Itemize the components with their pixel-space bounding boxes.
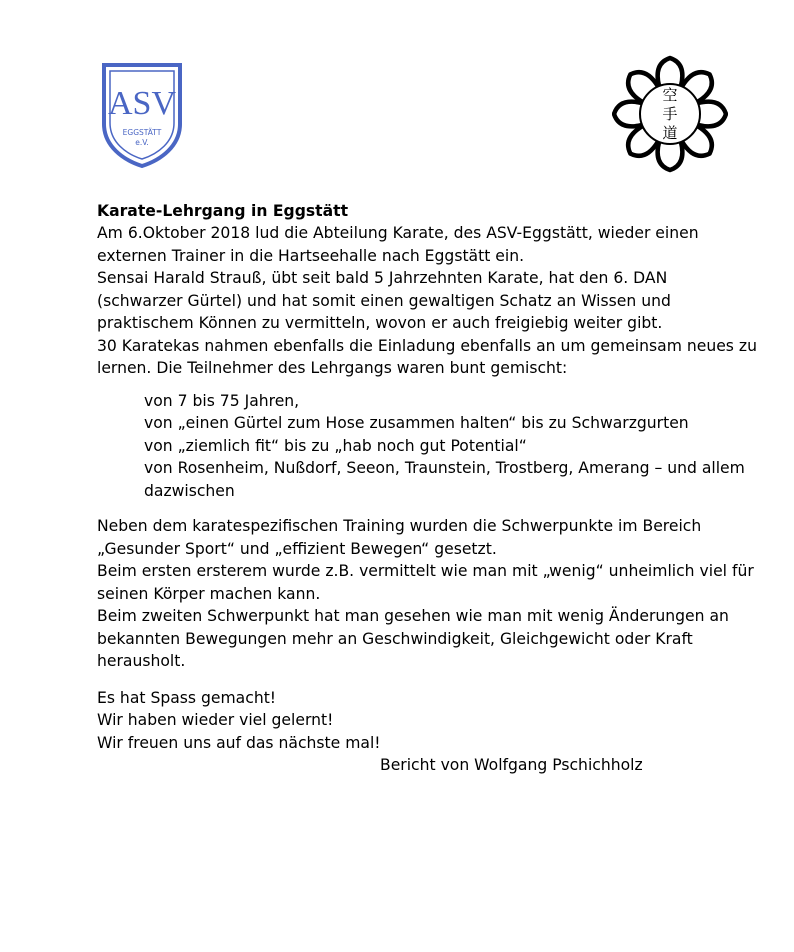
training-line: Neben dem karatespezifischen Training wurden die Schwerpunkte im Bereich „Gesunder Sport“ und „effizient Bewegen“ gesetzt. [97,517,702,558]
paragraph: 30 Karatekas nahmen ebenfalls die Einladung ebenfalls an um gemeinsam neues zu lernen. Die Teilnehmer des Lehrgangs waren bunt gemischt: [97,336,757,377]
list-item: von Rosenheim, Nußdorf, Seeon, Traunstein, Trostberg, Amerang – und allem dazwischen [144,459,745,500]
closing-line: Wir freuen uns auf das nächste mal! [97,733,381,752]
article [97,200,757,777]
article-title: Karate-Lehrgang in Eggstätt [97,202,349,220]
list-item: von „einen Gürtel zum Hose zusammen halten“ bis zu Schwarzgurten [144,414,689,432]
asv-logo [101,62,183,168]
logo-sub-text: EGGSTÄTT [122,128,162,137]
participant-list [144,390,757,503]
emblem-glyph-2: 手 [662,105,678,123]
lotus-petal [698,102,726,127]
asv-shield-icon [101,62,183,168]
closing-line: Es hat Spass gemacht! [97,688,277,707]
list-item: von „ziemlich fit“ bis zu „hab noch gut Potential“ [144,436,527,455]
training-line: Beim ersten ersterem wurde z.B. vermittelt wie man mit „wenig“ unheimlich viel für seinen Körper machen kann. [97,562,754,603]
author-line: Bericht von Wolfgang Pschichholz [380,756,643,774]
paragraph: Am 6.Oktober 2018 lud die Abteilung Karate, des ASV-Eggstätt, wieder einen externen Trainer in die Hartseehalle nach Eggstätt ein. [97,224,699,265]
logo-main-text: ASV [107,85,177,122]
lotus-petal [614,102,642,127]
logo-sub-text-2: e.V. [135,138,149,147]
lotus-petal [658,142,683,170]
list-item: von 7 bis 75 Jahren, [144,391,300,410]
emblem-glyph-1: 空 [662,86,678,104]
closing-block [97,687,757,755]
lotus-petal [658,58,683,86]
closing-line: Wir haben wieder viel gelernt! [97,711,334,729]
karate-emblem [612,55,728,173]
emblem-glyph-3: 道 [662,124,678,142]
lotus-emblem-icon [612,55,728,173]
paragraph: Sensai Harald Strauß, übt seit bald 5 Jahrzehnten Karate, hat den 6. DAN (schwarzer Gürtel) und hat somit einen gewaltigen Schatz an Wissen und praktischem Können zu vermitteln, wovon er auch freigiebig weiter gibt. [97,269,671,332]
training-line: Beim zweiten Schwerpunkt hat man gesehen wie man mit wenig Änderungen an bekannten Bewegungen mehr an Geschwindigkeit, Gleichgewicht oder Kraft herausholt. [97,607,729,670]
